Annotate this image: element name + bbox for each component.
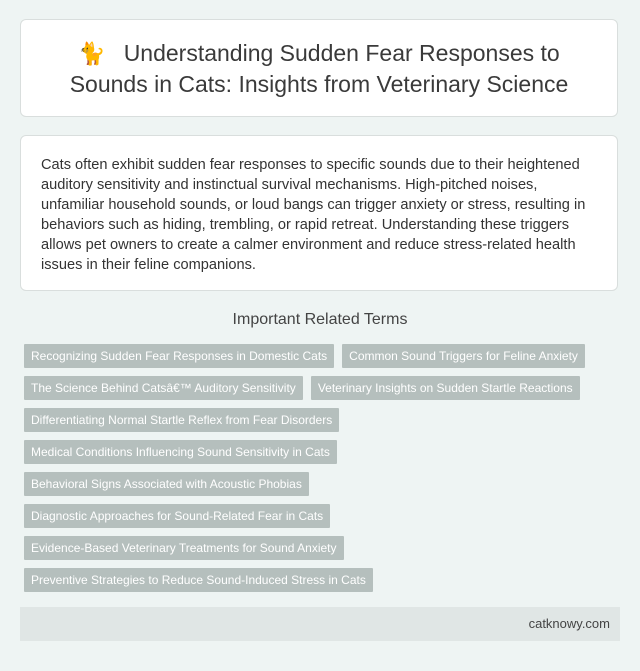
term-tag[interactable]: Preventive Strategies to Reduce Sound-Induced Stress in Cats: [24, 568, 373, 592]
footer: [20, 607, 620, 641]
term-row: [24, 568, 624, 592]
title-card: [20, 19, 618, 117]
term-row: [24, 440, 624, 464]
term-row: [24, 376, 624, 400]
term-row: [24, 344, 624, 368]
term-tag[interactable]: Recognizing Sudden Fear Responses in Domestic Cats: [24, 344, 334, 368]
term-row: [24, 408, 624, 432]
page-title-text: Understanding Sudden Fear Responses to Sounds in Cats: Insights from Veterinary Science: [69, 39, 569, 97]
term-row: [24, 504, 624, 528]
page-title: [21, 38, 617, 99]
cat-icon: 🐈: [78, 40, 106, 66]
term-row: [24, 536, 624, 560]
term-tag[interactable]: Veterinary Insights on Sudden Startle Reactions: [311, 376, 580, 400]
footer-site-link[interactable]: catknowy.com: [528, 616, 610, 631]
related-terms-heading: Important Related Terms: [232, 311, 408, 328]
term-tag[interactable]: Differentiating Normal Startle Reflex from Fear Disorders: [24, 408, 339, 432]
term-tag[interactable]: Behavioral Signs Associated with Acoustic Phobias: [24, 472, 309, 496]
term-tag[interactable]: Evidence-Based Veterinary Treatments for Sound Anxiety: [24, 536, 344, 560]
related-terms-list: [24, 344, 624, 600]
description-card: [20, 135, 618, 291]
term-tag[interactable]: Medical Conditions Influencing Sound Sensitivity in Cats: [24, 440, 337, 464]
term-row: [24, 472, 624, 496]
term-tag[interactable]: Common Sound Triggers for Feline Anxiety: [342, 344, 585, 368]
description-text: Cats often exhibit sudden fear responses to specific sounds due to their heightened auditory sensitivity and instinctual survival mechanisms. High-pitched noises, unfamiliar household sounds, or loud bangs can trigger anxiety or stress, resulting in behaviors such as hiding, trembling, or rapid retreat. Understanding these triggers allows pet owners to create a calmer environment and reduce stress-related health issues in their feline companions.: [41, 157, 586, 273]
term-tag[interactable]: The Science Behind Catsâ€™ Auditory Sensitivity: [24, 376, 303, 400]
term-tag[interactable]: Diagnostic Approaches for Sound-Related Fear in Cats: [24, 504, 330, 528]
